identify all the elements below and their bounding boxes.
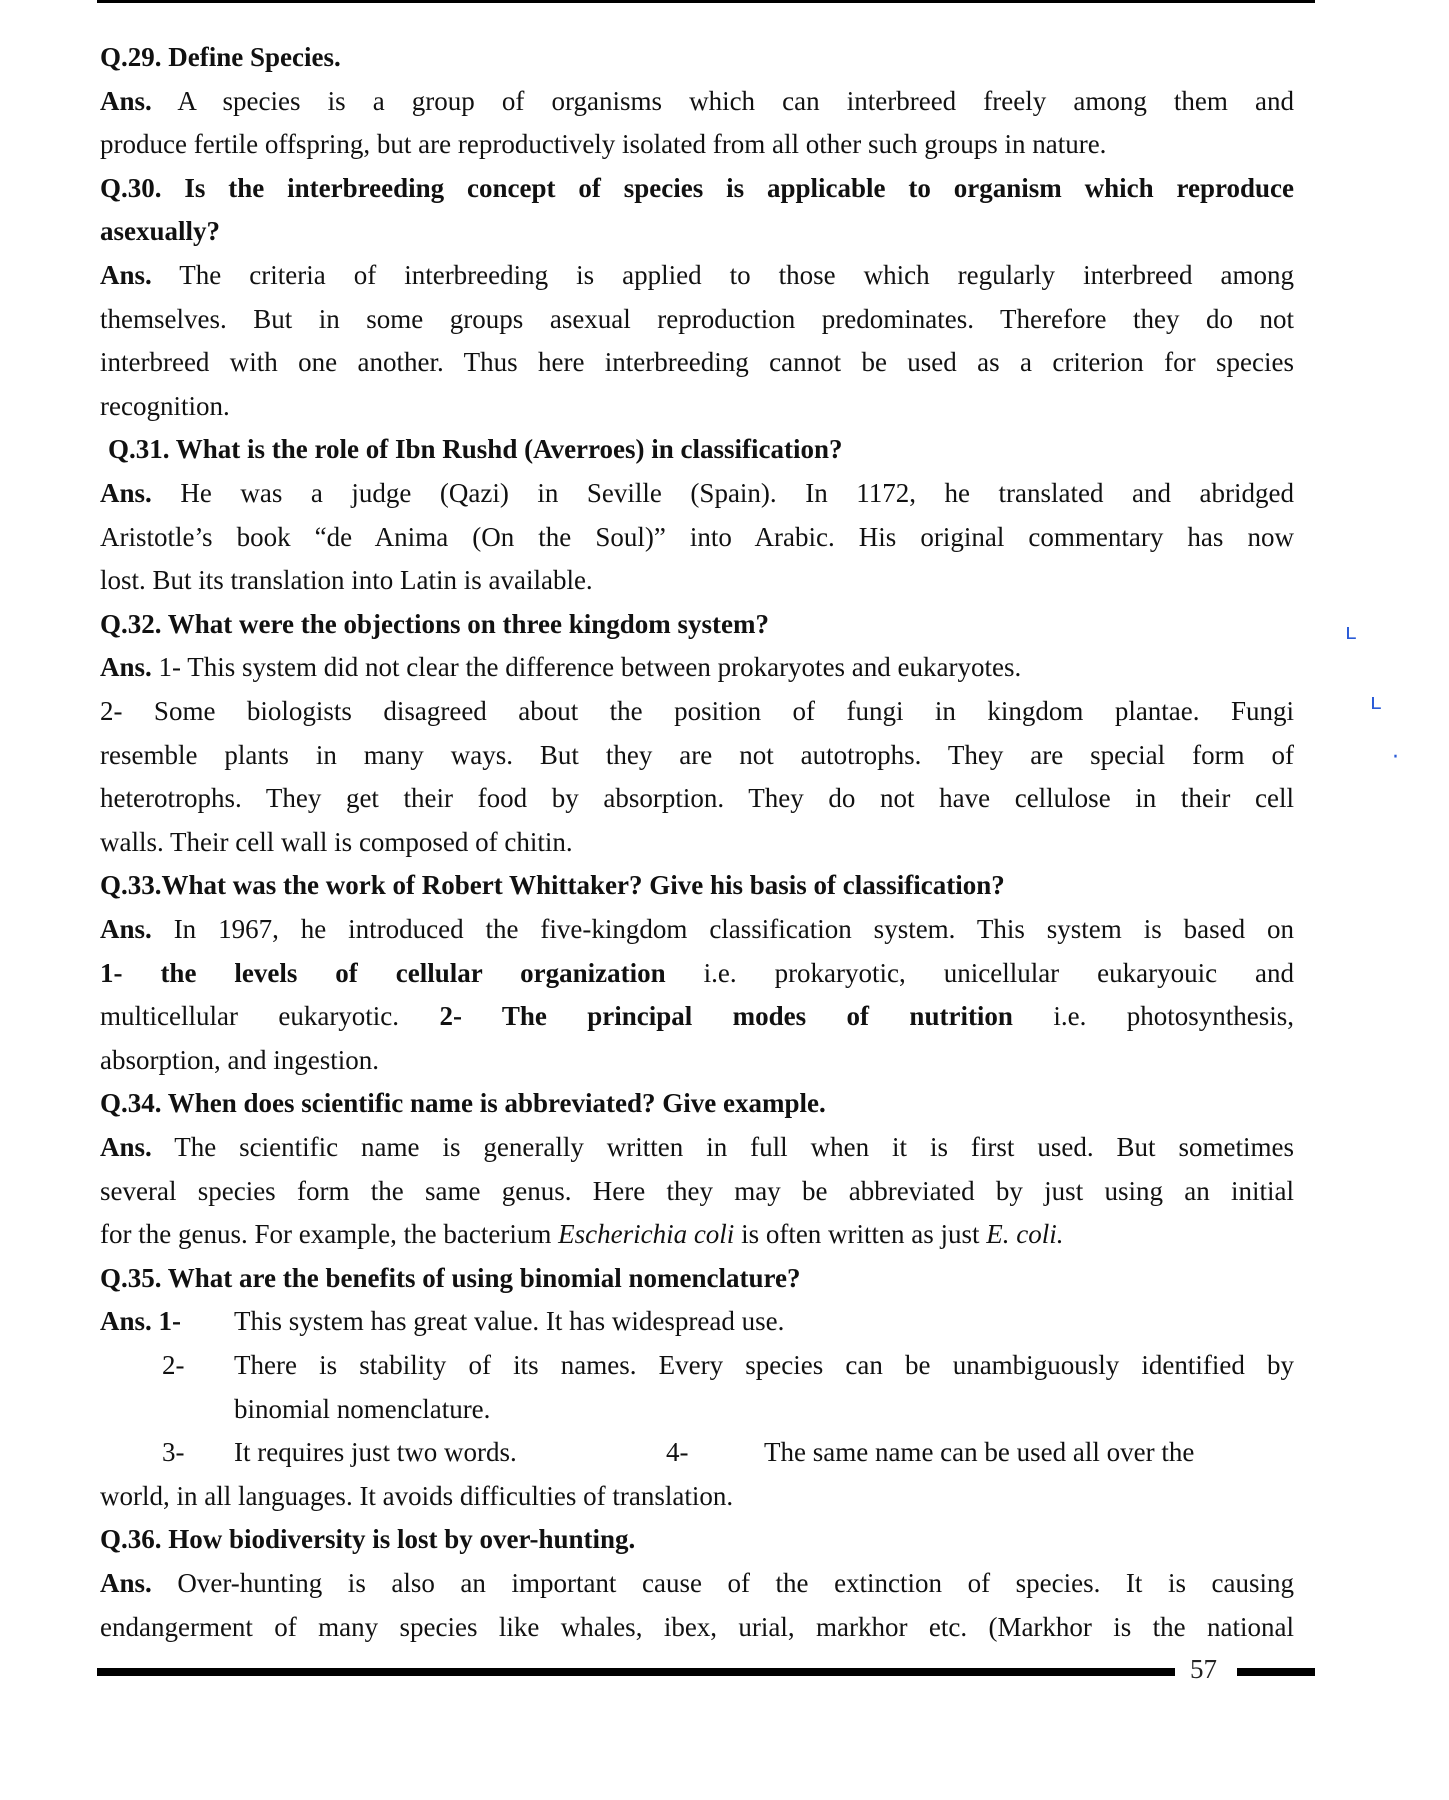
text-line [100,781,1294,815]
question-heading [108,432,1294,466]
text-segment: Over-hunting is also an important cause of the extinction of species. It is causing [151,1568,1294,1598]
text-segment: produce fertile offspring, but are reproductively isolated from all other such groups in nature. [100,129,1107,160]
question-heading [100,868,1294,902]
text-line [100,127,1294,161]
text-line [100,738,1294,772]
text-line [100,1566,1294,1600]
text-line [100,520,1294,554]
text-segment: world, in all languages. It avoids difficulties of translation. [100,1480,734,1511]
text-segment: 4- [666,1437,689,1468]
text-line [100,258,1294,292]
text-segment: multicellular eukaryotic. [100,1001,440,1032]
text-segment: lost. But its translation into Latin is available. [100,565,593,596]
text-segment: i.e. photosynthesis, [1012,1001,1294,1032]
question-heading [100,607,1294,641]
bold-text: Ans. [100,914,152,944]
text-line [100,389,1294,423]
text-line [100,214,1294,248]
bold-text: 2- The principal modes of nutrition [439,1001,1013,1032]
text-segment: In 1967, he introduced the five-kingdom classification system. This system is based on [151,914,1294,944]
text-segment: themselves. But in some groups asexual reproduction predominates. Therefore they do not [100,303,1294,334]
text-line [100,476,1294,510]
bold-text: Ans. [100,478,152,508]
bold-text: Ans. [100,260,152,290]
footer-rule-left [97,1668,1175,1676]
text-line [100,345,1294,379]
text-line [100,302,1294,336]
pen-mark: · [1392,745,1399,770]
bold-text: Q.32. What were the objections on three kingdom system? [100,608,769,639]
bold-text: Q.33.What was the work of Robert Whittaker? Give his basis of classification? [100,870,1005,901]
text-segment: binomial nomenclature. [234,1393,491,1424]
bold-text: Q.36. How biodiversity is lost by over-hunting. [100,1524,636,1555]
text-segment: He was a judge (Qazi) in Seville (Spain). In 1172, he translated and abridged [151,478,1294,508]
bold-text: Ans. [100,1132,152,1162]
text-line [100,694,1294,728]
question-heading [100,1261,1294,1295]
bold-text: Q.34. When does scientific name is abbreviated? Give example. [100,1088,826,1119]
text-line [100,1610,1294,1644]
text-segment: The criteria of interbreeding is applied to those which regularly interbreed among [151,260,1294,290]
text-line [100,956,1294,990]
bold-text: asexually? [100,216,221,247]
bold-text: 1- the levels of cellular organization [100,957,666,988]
text-segment: walls. Their cell wall is composed of chitin. [100,826,573,857]
text-segment: is often written as just [734,1219,987,1250]
page-number: 57 [1190,1654,1217,1684]
text-segment: endangerment of many species like whales, ibex, urial, markhor etc. (Markhor is the national [100,1611,1294,1642]
question-heading [100,1086,1294,1120]
text-line [100,1174,1294,1208]
text-line [100,84,1294,118]
text-segment: 2- [162,1350,185,1380]
bold-text: Ans. 1- [100,1306,182,1337]
text-segment: several species form the same genus. Here they may be abbreviated by just using an initial [100,1175,1294,1206]
species-name: E. coli. [986,1219,1064,1250]
text-line [100,1043,1294,1077]
text-segment: The scientific name is generally written in full when it is first used. But sometimes [151,1132,1294,1162]
text-line [100,650,1294,684]
question-heading [100,40,1294,74]
bold-text: Q.35. What are the benefits of using binomial nomenclature? [100,1262,801,1293]
question-heading [100,1522,1294,1556]
question-heading [100,171,1294,205]
text-segment: Aristotle’s book “de Anima (On the Soul)” into Arabic. His original commentary has now [100,521,1294,552]
bold-text: Q.29. Define Species. [100,42,341,72]
text-line [100,563,1294,597]
text-line [100,999,1294,1033]
pen-mark: ʟ [1370,690,1382,715]
text-segment: 1- This system did not clear the difference between prokaryotes and eukaryotes. [151,652,1022,683]
top-rule [97,0,1315,3]
text-segment: resemble plants in many ways. But they are not autotrophs. They are special form of [100,739,1294,770]
bold-text: Ans. [100,85,152,116]
text-line [100,1217,1294,1251]
footer-rule-right [1237,1668,1315,1676]
text-segment: absorption, and ingestion. [100,1044,379,1075]
text-segment: This system has great value. It has widespread use. [234,1306,785,1337]
text-line [100,912,1294,946]
text-segment: A species is a group of organisms which can interbreed freely among them and [151,85,1294,116]
text-line [100,1304,1294,1338]
text-segment: for the genus. For example, the bacterium [100,1219,559,1250]
text-segment: 3- [162,1437,185,1468]
bold-text: Q.30. Is the interbreeding concept of species is applicable to organism which reproduce [100,172,1294,203]
text-segment: i.e. prokaryotic, unicellular eukaryouic and [665,957,1294,988]
text-segment: It requires just two words. [234,1437,517,1468]
text-line [100,1479,1294,1513]
text-segment: heterotrophs. They get their food by absorption. They do not have cellulose in their cell [100,783,1294,814]
bold-text: Ans. [100,652,152,683]
pen-mark: ʟ [1345,620,1357,645]
bold-text: Q.31. What is the role of Ibn Rushd (Averroes) in classification? [108,434,843,465]
text-line [100,825,1294,859]
text-line [100,1130,1294,1164]
text-segment: recognition. [100,390,230,421]
bold-text: Ans. [100,1568,152,1598]
text-segment: The same name can be used all over the [764,1437,1195,1468]
text-segment: interbreed with one another. Thus here interbreeding cannot be used as a criterion for species [100,347,1294,378]
text-segment: There is stability of its names. Every species can be unambiguously identified by [234,1350,1294,1380]
text-segment: 2- Some biologists disagreed about the position of fungi in kingdom plantae. Fungi [100,696,1294,726]
species-name: Escherichia coli [558,1219,735,1250]
